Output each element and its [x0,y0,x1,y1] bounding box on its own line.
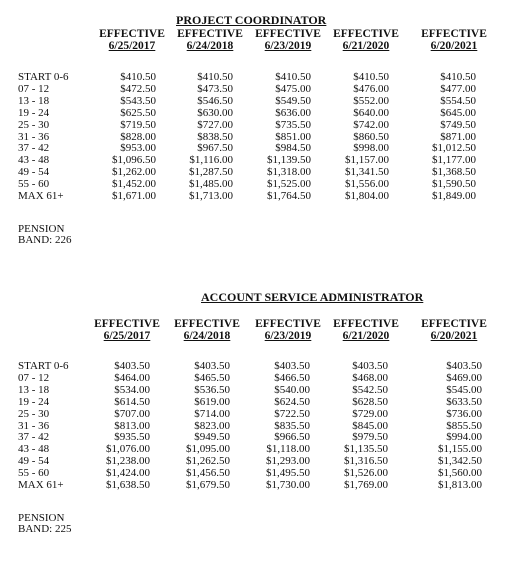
row-label: 31 - 36 [18,419,50,432]
column-header [254,318,322,342]
column-header-date: 6/21/2020 [342,40,390,52]
table-cell: $410.50 [197,71,233,83]
column-header [420,28,488,52]
column-header-date: 6/20/2021 [430,40,478,52]
table-cell: $749.50 [440,118,476,131]
table-cell: $813.00 [114,419,150,432]
table-cell: $1,096.50 [112,154,156,167]
table-cell: $984.50 [275,142,311,155]
column-header-label: EFFECTIVE [177,28,243,40]
column-header [173,318,241,342]
table-cell: $1,116.00 [189,154,233,167]
table-cell: $633.50 [446,395,482,408]
table-cell: $1,157.00 [345,154,389,167]
table-cell: $1,679.50 [186,479,230,491]
table-cell: $1,556.00 [345,178,389,191]
column-header-label: EFFECTIVE [94,318,160,330]
table-cell: $554.50 [440,94,476,107]
table-cell: $476.00 [353,82,389,95]
table-cell: $1,012.50 [432,142,476,155]
table-cell: $403.50 [194,360,230,372]
table-cell: $477.00 [440,82,476,95]
row-label: 49 - 54 [18,166,50,179]
table-cell: $410.50 [275,71,311,83]
table-cell: $628.50 [352,395,388,408]
table-cell: $1,590.50 [432,178,476,191]
table-cell: $707.00 [114,407,150,420]
table-cell: $469.00 [446,371,482,384]
table-cell: $828.00 [120,130,156,143]
column-header-label: EFFECTIVE [421,318,487,330]
column-header-label: EFFECTIVE [333,28,399,40]
column-header-label: EFFECTIVE [421,28,487,40]
table-cell: $1,730.00 [266,479,310,491]
table-cell: $1,287.50 [189,166,233,179]
table-cell: $624.50 [274,395,310,408]
table-cell: $403.50 [446,360,482,372]
table-cell: $845.00 [352,419,388,432]
table-cell: $994.00 [446,431,482,444]
table-cell: $979.50 [352,431,388,444]
table-cell: $1,485.00 [189,178,233,191]
row-label: START 0-6 [18,71,69,83]
table-cell: $410.50 [120,71,156,83]
table-cell: $1,769.00 [344,479,388,491]
table-cell: $722.50 [274,407,310,420]
table-cell: $543.50 [120,94,156,107]
table-cell: $1,155.00 [438,443,482,456]
row-label: 55 - 60 [18,178,50,191]
table-cell: $619.00 [194,395,230,408]
row-label: 37 - 42 [18,431,50,444]
table-cell: $714.00 [194,407,230,420]
section-title: PROJECT COORDINATOR [176,13,327,27]
row-label: MAX 61+ [18,190,64,202]
table-cell: $860.50 [353,130,389,143]
table-cell: $546.50 [197,94,233,107]
table-cell: $1,262.00 [112,166,156,179]
table-cell: $1,638.50 [106,479,150,491]
table-cell: $1,177.00 [432,154,476,167]
table-cell: $534.00 [114,383,150,396]
table-cell: $475.00 [275,82,311,95]
pension-band-label [18,224,78,246]
table-cell: $736.00 [446,407,482,420]
table-cell: $636.00 [275,106,311,119]
table-cell: $838.50 [197,130,233,143]
table-cell: $1,118.00 [266,443,310,456]
table-cell: $1,560.00 [438,467,482,480]
pension-label: PENSION [18,223,65,235]
table-cell: $719.50 [120,118,156,131]
table-cell: $473.50 [197,82,233,95]
section-title: ACCOUNT SERVICE ADMINISTRATOR [201,290,424,304]
column-header-date: 6/24/2018 [186,40,234,52]
row-label: 07 - 12 [18,82,50,95]
table-cell: $1,293.00 [266,455,310,468]
column-header [420,318,488,342]
table-cell: $1,452.00 [112,178,156,191]
table-cell: $855.50 [446,419,482,432]
table-cell: $403.50 [352,360,388,372]
table-cell: $727.00 [197,118,233,131]
table-cell: $549.50 [275,94,311,107]
table-cell: $1,262.50 [186,455,230,468]
row-label: MAX 61+ [18,479,64,491]
row-label: 49 - 54 [18,455,50,468]
row-label: START 0-6 [18,360,69,372]
column-header-date: 6/23/2019 [264,40,312,52]
column-header-label: EFFECTIVE [255,28,321,40]
table-cell: $1,238.00 [106,455,150,468]
table-cell: $410.50 [440,71,476,83]
band-label: BAND: 226 [18,234,72,246]
table-cell: $1,813.00 [438,479,482,491]
table-cell: $552.00 [353,94,389,107]
table-cell: $953.00 [120,142,156,155]
table-cell: $472.50 [120,82,156,95]
table-cell: $1,368.50 [432,166,476,179]
row-label: 25 - 30 [18,407,50,420]
table-cell: $1,526.00 [344,467,388,480]
table-cell: $823.00 [194,419,230,432]
row-label: 37 - 42 [18,142,50,155]
table-cell: $742.00 [353,118,389,131]
band-label: BAND: 225 [18,523,72,535]
column-header [332,28,400,52]
column-header [98,28,166,52]
table-cell: $998.00 [353,142,389,155]
table-cell: $466.50 [274,371,310,384]
table-cell: $1,671.00 [112,190,156,202]
table-cell: $835.50 [274,419,310,432]
table-cell: $935.50 [114,431,150,444]
pension-label: PENSION [18,512,65,524]
table-cell: $1,139.50 [267,154,311,167]
column-header-date: 6/20/2021 [430,330,478,342]
table-cell: $403.50 [114,360,150,372]
table-cell: $645.00 [440,106,476,119]
table-cell: $465.50 [194,371,230,384]
row-label: 25 - 30 [18,118,50,131]
column-header-label: EFFECTIVE [255,318,321,330]
row-label: 31 - 36 [18,130,50,143]
row-label: 13 - 18 [18,94,50,107]
table-cell: $630.00 [197,106,233,119]
row-label: 19 - 24 [18,395,50,408]
table-cell: $540.00 [274,383,310,396]
column-header-date: 6/23/2019 [264,330,312,342]
table-cell: $545.00 [446,383,482,396]
table-cell: $1,341.50 [345,166,389,179]
row-label: 43 - 48 [18,443,50,456]
column-header-label: EFFECTIVE [99,28,165,40]
table-cell: $536.50 [194,383,230,396]
table-cell: $949.50 [194,431,230,444]
table-cell: $1,764.50 [267,190,311,202]
table-cell: $1,135.50 [344,443,388,456]
column-header [176,28,244,52]
row-label: 55 - 60 [18,467,50,480]
table-cell: $1,525.00 [267,178,311,191]
column-header [93,318,161,342]
table-cell: $1,076.00 [106,443,150,456]
column-header-date: 6/24/2018 [183,330,231,342]
column-header [332,318,400,342]
table-cell: $464.00 [114,371,150,384]
table-cell: $1,804.00 [345,190,389,202]
table-cell: $1,456.50 [186,467,230,480]
pension-band-label [18,513,78,535]
table-cell: $1,849.00 [432,190,476,202]
table-cell: $1,316.50 [344,455,388,468]
table-cell: $1,424.00 [106,467,150,480]
table-cell: $403.50 [274,360,310,372]
table-cell: $967.50 [197,142,233,155]
row-label: 43 - 48 [18,154,50,167]
table-cell: $640.00 [353,106,389,119]
table-cell: $966.50 [274,431,310,444]
table-cell: $729.00 [352,407,388,420]
table-cell: $1,713.00 [189,190,233,202]
column-header-date: 6/21/2020 [342,330,390,342]
table-cell: $625.50 [120,106,156,119]
row-label: 07 - 12 [18,371,50,384]
table-cell: $410.50 [353,71,389,83]
row-label: 13 - 18 [18,383,50,396]
table-cell: $614.50 [114,395,150,408]
table-cell: $851.00 [275,130,311,143]
column-header-label: EFFECTIVE [174,318,240,330]
table-cell: $1,318.00 [267,166,311,179]
table-cell: $871.00 [440,130,476,143]
table-cell: $1,342.50 [438,455,482,468]
column-header-date: 6/25/2017 [108,40,156,52]
column-header-label: EFFECTIVE [333,318,399,330]
column-header-date: 6/25/2017 [103,330,151,342]
table-cell: $735.50 [275,118,311,131]
table-cell: $542.50 [352,383,388,396]
row-label: 19 - 24 [18,106,50,119]
column-header [254,28,322,52]
table-cell: $1,095.00 [186,443,230,456]
table-cell: $468.00 [352,371,388,384]
table-cell: $1,495.50 [266,467,310,480]
